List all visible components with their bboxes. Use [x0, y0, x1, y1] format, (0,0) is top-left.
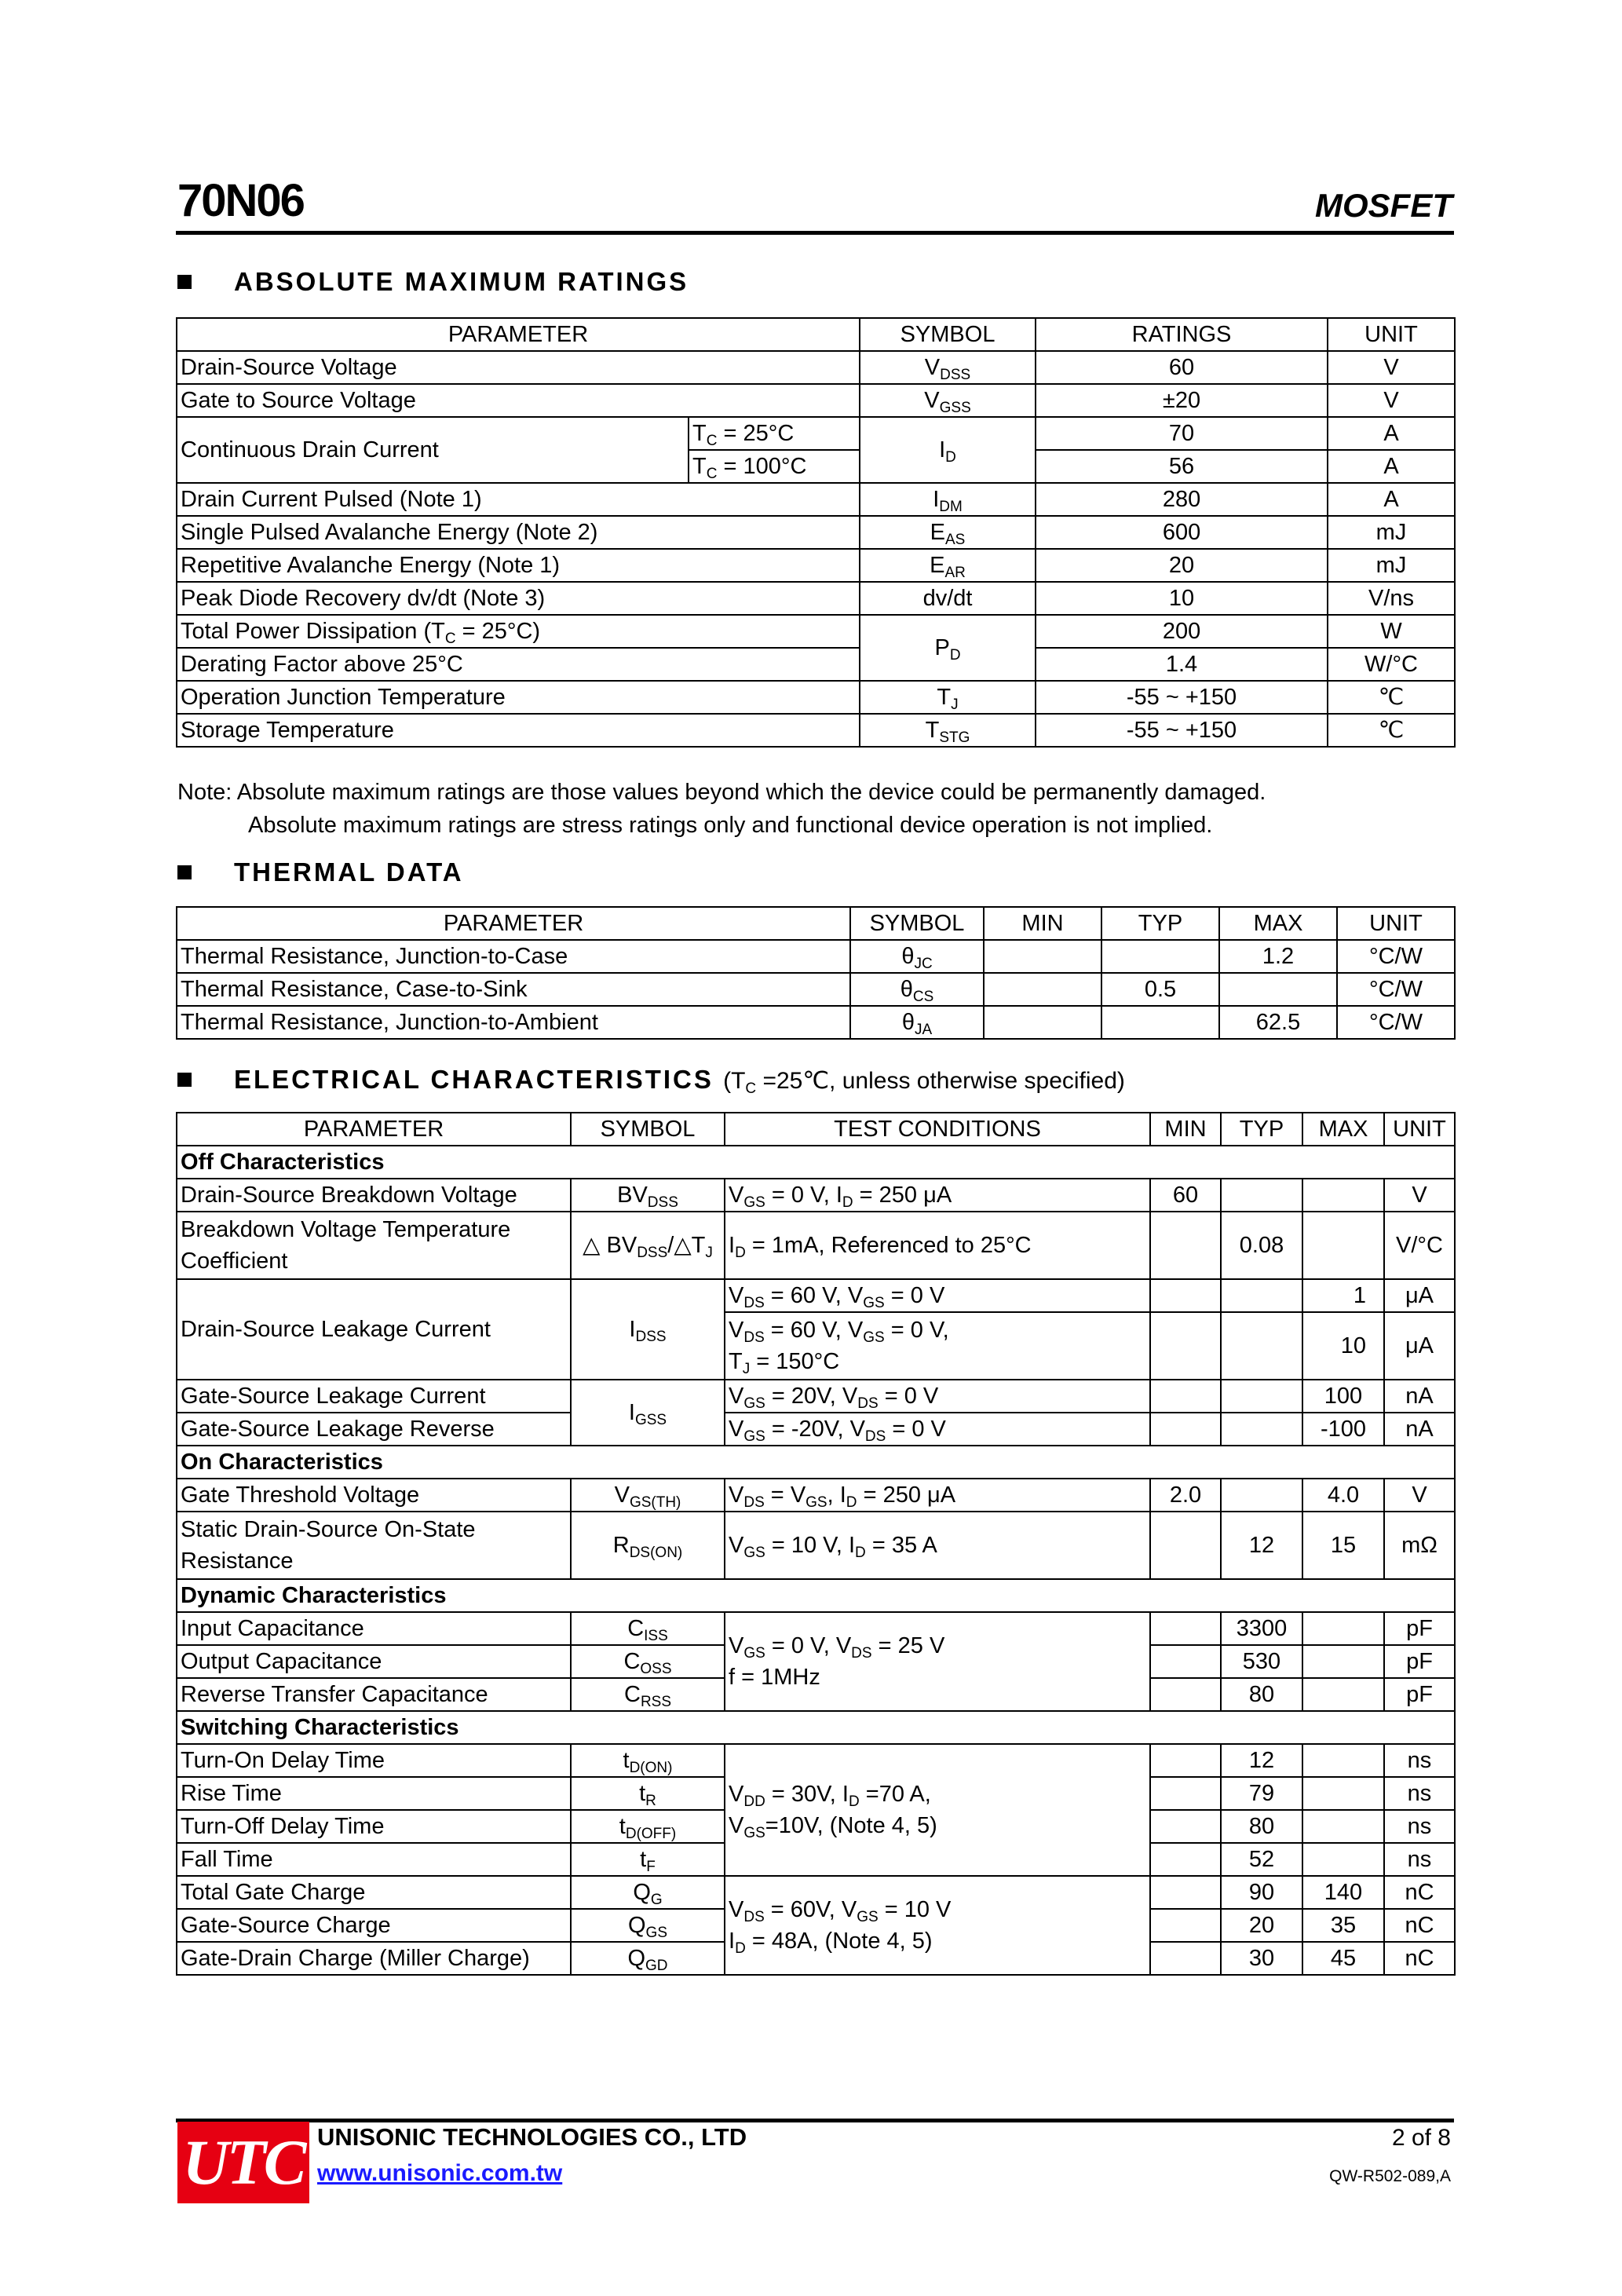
note-line: Absolute maximum ratings are stress ratings only and functional device operation is not implied. [248, 813, 1213, 838]
table-row: Gate-Source Charge $Q_{GS}$ 20 35 nC [177, 1909, 1455, 1942]
table-row: Operation Junction Temperature $T_J$ -55 ~ +150 ℃ [177, 681, 1455, 714]
table-header-row: PARAMETER SYMBOL TEST CONDITIONS MIN TYP MAX UNIT [177, 1113, 1455, 1146]
section-absolute-max-ratings [177, 267, 689, 297]
section-thermal-data [177, 857, 464, 887]
table-row: $T_C = 100^\circ C$ 56 A [177, 450, 1455, 483]
header-rule [176, 231, 1454, 235]
table-row: Thermal Resistance, Junction-to-Ambient $\theta_{JA}$ 62.5 °C/W [177, 1006, 1455, 1039]
table-row: Drain-Source Breakdown Voltage $BV_{DSS}$ $V_{GS} = 0$ V, $I_D = 250$ μA 60 V [177, 1179, 1455, 1212]
device-category: MOSFET [1315, 187, 1452, 224]
page-number: 2 of 8 [1391, 2125, 1451, 2151]
electrical-characteristics-table [176, 1112, 1456, 1976]
table-header-row [177, 318, 1455, 351]
section-title: THERMAL DATA [234, 857, 464, 887]
thermal-data-table [176, 906, 1456, 1040]
table-row: Gate Threshold Voltage $V_{GS(TH)}$ $V_{DS} = V_{GS}$, $I_D = 250$ μA 2.0 4.0 V [177, 1479, 1455, 1512]
note-line: Note: Absolute maximum ratings are those values beyond which the device could be permanently damaged. [177, 780, 1266, 805]
table-header-row: PARAMETER SYMBOL MIN TYP MAX UNIT [177, 907, 1455, 940]
logo-text: UTC [182, 2126, 305, 2198]
header-cell: PARAMETER [177, 318, 860, 351]
table-row: Reverse Transfer Capacitance $C_{RSS}$ 80 pF [177, 1678, 1455, 1711]
table-row: Single Pulsed Avalanche Energy (Note 2) $E_{AS}$ 600 mJ [177, 516, 1455, 549]
square-bullet-icon [177, 1073, 192, 1087]
table-row: Derating Factor above 25°C 1.4 W/°C [177, 648, 1455, 681]
table-row: Gate-Drain Charge (Miller Charge) $Q_{GD}$ 30 45 nC [177, 1942, 1455, 1975]
document-number: QW-R502-089,A [1329, 2167, 1451, 2185]
utc-logo [177, 2122, 309, 2203]
company-name: UNISONIC TECHNOLOGIES CO., LTD [317, 2123, 747, 2151]
square-bullet-icon [177, 865, 192, 879]
table-row: Total Power Dissipation $(T_C = 25^\circ C)$ $P_D$ 200 W [177, 615, 1455, 648]
table-row: Peak Diode Recovery dv/dt (Note 3) dv/dt 10 V/ns [177, 582, 1455, 615]
table-row: Breakdown Voltage Temperature Coefficient △ $BV_{DSS}/\triangle T_J$ $I_D = 1mA$, Referenced to 25°C 0.08 V/°C [177, 1212, 1455, 1279]
table-row: Turn-On Delay Time $t_{D(ON)}$ $V_{DD} = 30V$, $I_D =70$ A, $V_{GS}=10V$, (Note 4, 5) 12 ns [177, 1744, 1455, 1777]
section-electrical-characteristics [177, 1065, 1125, 1095]
table-row: Output Capacitance $C_{OSS}$ 530 pF [177, 1645, 1455, 1678]
ratings-note [177, 776, 1454, 842]
header-cell: UNIT [1328, 318, 1455, 351]
section-condition: ($T_C$ =25℃, unless otherwise specified) [723, 1068, 1125, 1097]
table-row: Gate to Source Voltage $V_{GSS}$ ±20 V [177, 384, 1455, 417]
absolute-max-ratings-table [176, 317, 1456, 748]
header-cell: SYMBOL [860, 318, 1036, 351]
table-row: Input Capacitance $C_{ISS}$ $V_{GS} = 0$ V, $V_{DS} = 25$ V f = 1MHz 3300 pF [177, 1612, 1455, 1645]
part-number: 70N06 [177, 175, 304, 226]
table-row: Gate-Source Leakage Current $I_{GSS}$ $V_{GS} = 20V$, $V_{DS} = 0$ V 100 nA [177, 1380, 1455, 1413]
section-title: ABSOLUTE MAXIMUM RATINGS [234, 267, 689, 296]
table-row: Turn-Off Delay Time $t_{D(OFF)}$ 80 ns [177, 1810, 1455, 1843]
category-row: On Characteristics [177, 1446, 1455, 1479]
table-row: Total Gate Charge $Q_G$ $V_{DS} = 60V$, $V_{GS} = 10$ V $I_D = 48A$, (Note 4, 5) 90 140 nC [177, 1876, 1455, 1909]
category-row: Switching Characteristics [177, 1711, 1455, 1744]
table-row: Thermal Resistance, Junction-to-Case $\theta_{JC}$ 1.2 °C/W [177, 940, 1455, 973]
table-row: Gate-Source Leakage Reverse $V_{GS} = -20V$, $V_{DS} = 0$ V -100 nA [177, 1413, 1455, 1446]
table-row: Drain-Source Leakage Current $I_{DSS}$ $V_{DS} = 60$ V, $V_{GS} = 0$ V 1 μA [177, 1279, 1455, 1312]
category-row: Off Characteristics [177, 1146, 1455, 1179]
section-title: ELECTRICAL CHARACTERISTICS [234, 1065, 714, 1094]
table-row: Storage Temperature $T_{STG}$ -55 ~ +150 ℃ [177, 714, 1455, 747]
square-bullet-icon [177, 275, 192, 289]
table-row: Drain-Source Voltage $V_{DSS}$ 60 V [177, 351, 1455, 384]
table-row: Continuous Drain Current $T_C = 25^\circ C$ $I_D$ 70 A [177, 417, 1455, 450]
website-link[interactable]: www.unisonic.com.tw [317, 2160, 563, 2186]
footer-rule [176, 2119, 1454, 2122]
header-cell: RATINGS [1036, 318, 1328, 351]
table-row: $V_{DS} = 60$ V, $V_{GS} = 0$ V, $T_J = 150^\circ C$ 10 μA [177, 1312, 1455, 1380]
table-row: Rise Time $t_R$ 79 ns [177, 1777, 1455, 1810]
table-row: Thermal Resistance, Case-to-Sink $\theta_{CS}$ 0.5 °C/W [177, 973, 1455, 1006]
table-row: Repetitive Avalanche Energy (Note 1) $E_{AR}$ 20 mJ [177, 549, 1455, 582]
category-row: Dynamic Characteristics [177, 1579, 1455, 1612]
table-row: Drain Current Pulsed (Note 1) $I_{DM}$ 280 A [177, 483, 1455, 516]
table-row: Fall Time $t_F$ 52 ns [177, 1843, 1455, 1876]
table-row: Static Drain-Source On-State Resistance $R_{DS(ON)}$ $V_{GS} = 10$ V, $I_D = 35$ A 12 15 mΩ [177, 1512, 1455, 1579]
